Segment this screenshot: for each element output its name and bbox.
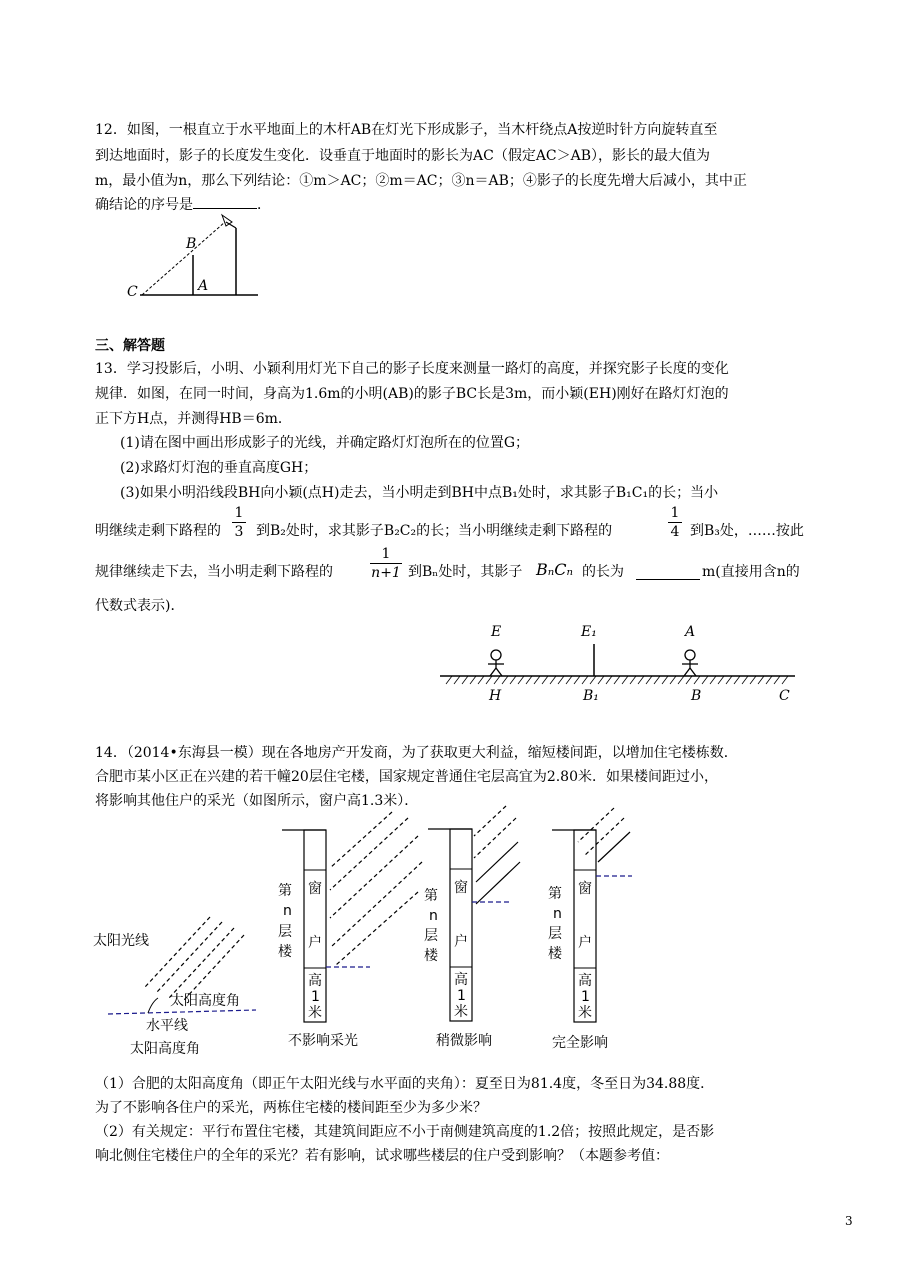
window-label-3a: 窗	[578, 881, 592, 897]
window-label-3b: 户	[578, 935, 592, 951]
floor-label-3b: n	[553, 906, 562, 922]
q13-line5-b: 到B₂处时，求其影子B₂C₂的长；当小明继续走剩下路程的	[256, 523, 613, 539]
window-label-2b: 户	[454, 934, 468, 950]
q13-line3: 正下方H点，并测得HB＝6m．	[95, 411, 292, 427]
label-b: B	[691, 688, 702, 704]
q14-line3: 将影响其他住户的采光（如图所示，窗户高1.3米）．	[95, 793, 419, 809]
label-b1: B₁	[583, 688, 599, 704]
light-ray	[142, 222, 225, 295]
page-number: 3	[845, 1214, 853, 1228]
label-e1: E₁	[581, 624, 597, 640]
q14-part1-a: （1）合肥的太阳高度角（即正午太阳光线与水平面的夹角）：夏至日为81.4度，冬至日为34.88度．	[95, 1076, 715, 1092]
label-h: H	[489, 688, 502, 704]
q14-figure	[93, 806, 632, 1057]
q13-part1: (1)请在图中画出形成影子的光线，并确定路灯灯泡所在的位置G；	[120, 435, 530, 451]
window-label-2a: 窗	[454, 880, 468, 896]
q12-line4-end: ．	[257, 197, 271, 213]
horizon-label: 水平线	[146, 1018, 188, 1034]
q13-part3: (3)如果小明沿线段BH向小颖(点H)走去，当小明走到BH中点B₁处时，求其影子B₁C₁的长；当小	[120, 485, 719, 501]
fraction-numerator: 1	[234, 505, 244, 521]
q13-part2: (2)求路灯灯泡的垂直高度GH；	[120, 460, 318, 476]
fraction-numerator: 1	[670, 505, 680, 521]
horizon-line	[108, 1010, 256, 1014]
label-a: A	[198, 278, 209, 294]
building-1	[282, 812, 422, 1022]
height-label-3b: 1	[581, 989, 590, 1005]
window-label-1a: 窗	[308, 881, 322, 897]
floor-label-2d: 楼	[424, 948, 438, 964]
section-heading: 三、解答题	[95, 338, 165, 354]
q14-part2-a: （2）有关规定：平行布置住宅楼，其建筑间距应不小于南侧建筑高度的1.2倍；按照此规定，是否影	[95, 1124, 715, 1140]
window-label-1b: 户	[308, 935, 322, 951]
q13-line5-c: 到B₃处，……按此	[690, 523, 804, 539]
q13-figure	[440, 624, 795, 704]
person-ab-icon	[682, 650, 698, 676]
height-label-2c: 米	[454, 1004, 468, 1020]
q13-line6-a: 规律继续走下去，当小明走剩下路程的	[95, 564, 333, 580]
q12-line4-text: 确结论的序号是	[95, 197, 193, 213]
floor-label-3a: 第	[548, 886, 562, 902]
height-label-3a: 高	[578, 973, 592, 989]
fraction-one-quarter	[668, 505, 682, 540]
label-e: E	[491, 624, 502, 640]
q13-line7: 代数式表示)．	[95, 598, 185, 614]
label-c: C	[779, 688, 790, 704]
q13-line2: 规律．如图，在同一时间，身高为1.6m的小明(AB)的影子BC长是3m，而小颖(EH)刚好在路灯灯泡的	[95, 386, 729, 402]
floor-label-1d: 楼	[278, 944, 292, 960]
fraction-denominator: n+1	[371, 565, 401, 581]
q14-part2-b: 响北侧住宅楼住户的全年的采光？若有影响，试求哪些楼层的住户受到影响？（本题参考值：	[95, 1148, 669, 1164]
fraction-denominator: 4	[670, 524, 680, 540]
floor-label-3c: 层	[548, 926, 562, 942]
q14-line1: 14．（2014•东海县一模）现在各地房产开发商，为了获取更大利益，缩短楼间距，以增加住宅楼栋数．	[95, 745, 738, 761]
angle-arc	[148, 998, 158, 1013]
label-b: B	[186, 236, 197, 252]
altitude-label: 太阳高度角	[170, 993, 240, 1009]
fraction-numerator: 1	[381, 546, 391, 562]
height-label-2b: 1	[457, 988, 466, 1004]
math-bncn: BₙCₙ	[536, 560, 573, 579]
height-label-1b: 1	[311, 989, 320, 1005]
q12-figure	[127, 215, 258, 300]
q13-line5-a: 明继续走剩下路程的	[95, 523, 221, 539]
q13-line6-d: m(直接用含n的	[702, 564, 800, 580]
q14-part1-b: 为了不影响各住户的采光，两栋住宅楼的楼间距至少为多少米？	[95, 1100, 487, 1116]
fraction-one-third	[232, 505, 246, 540]
q12-line1: 12．如图，一根直立于水平地面上的木杆AB在灯光下形成影子，当木杆绕点A按逆时针方向旋转直至	[95, 122, 718, 138]
caption-full-effect: 完全影响	[552, 1035, 608, 1051]
q12-line2: 到达地面时，影子的长度发生变化．设垂直于地面时的影长为AC（假定AC＞AB），影长的最大值为	[95, 148, 711, 164]
floor-label-1c: 层	[278, 924, 292, 940]
q13-line6-c: 的长为	[582, 564, 624, 580]
ground-hatching	[446, 676, 788, 684]
floor-label-2c: 层	[424, 928, 438, 944]
floor-label-1b: n	[283, 903, 292, 919]
floor-label-2a: 第	[424, 888, 438, 904]
caption-no-effect: 不影响采光	[288, 1033, 358, 1049]
caption-slight-effect: 稍微影响	[436, 1033, 492, 1049]
q12-line3: m，最小值为n，那么下列结论：①m＞AC；②m＝AC；③n＝AB；④影子的长度先增大后减小，其中正	[95, 173, 747, 189]
q13-line1: 13．学习投影后，小明、小颖利用灯光下自己的影子长度来测量一路灯的高度，并探究影子长度的变化	[95, 361, 729, 377]
sun-rays	[145, 917, 244, 1000]
floor-label-1a: 第	[278, 883, 292, 899]
height-label-3c: 米	[578, 1005, 592, 1021]
fraction-denominator: 3	[234, 524, 244, 540]
building-2	[428, 806, 520, 1021]
building-3	[552, 808, 632, 1022]
q13-line6-b: 到Bₙ处时，其影子	[408, 564, 523, 580]
answer-blank	[636, 563, 700, 580]
height-label-1c: 米	[308, 1005, 322, 1021]
label-c: C	[127, 284, 138, 300]
altitude-label-2: 太阳高度角	[130, 1041, 200, 1057]
height-label-2a: 高	[454, 972, 468, 988]
floor-label-3d: 楼	[548, 946, 562, 962]
height-label-1a: 高	[308, 973, 322, 989]
q14-line2: 合肥市某小区正在兴建的若干幢20层住宅楼，国家规定普通住宅层高宜为2.80米．如果楼间距过小，	[95, 769, 718, 785]
floor-label-2b: n	[429, 908, 438, 924]
label-a: A	[685, 624, 696, 640]
person-eh-icon	[488, 650, 504, 676]
fraction-one-over-n-plus-1	[370, 546, 402, 581]
sunlight-label: 太阳光线	[93, 933, 149, 949]
